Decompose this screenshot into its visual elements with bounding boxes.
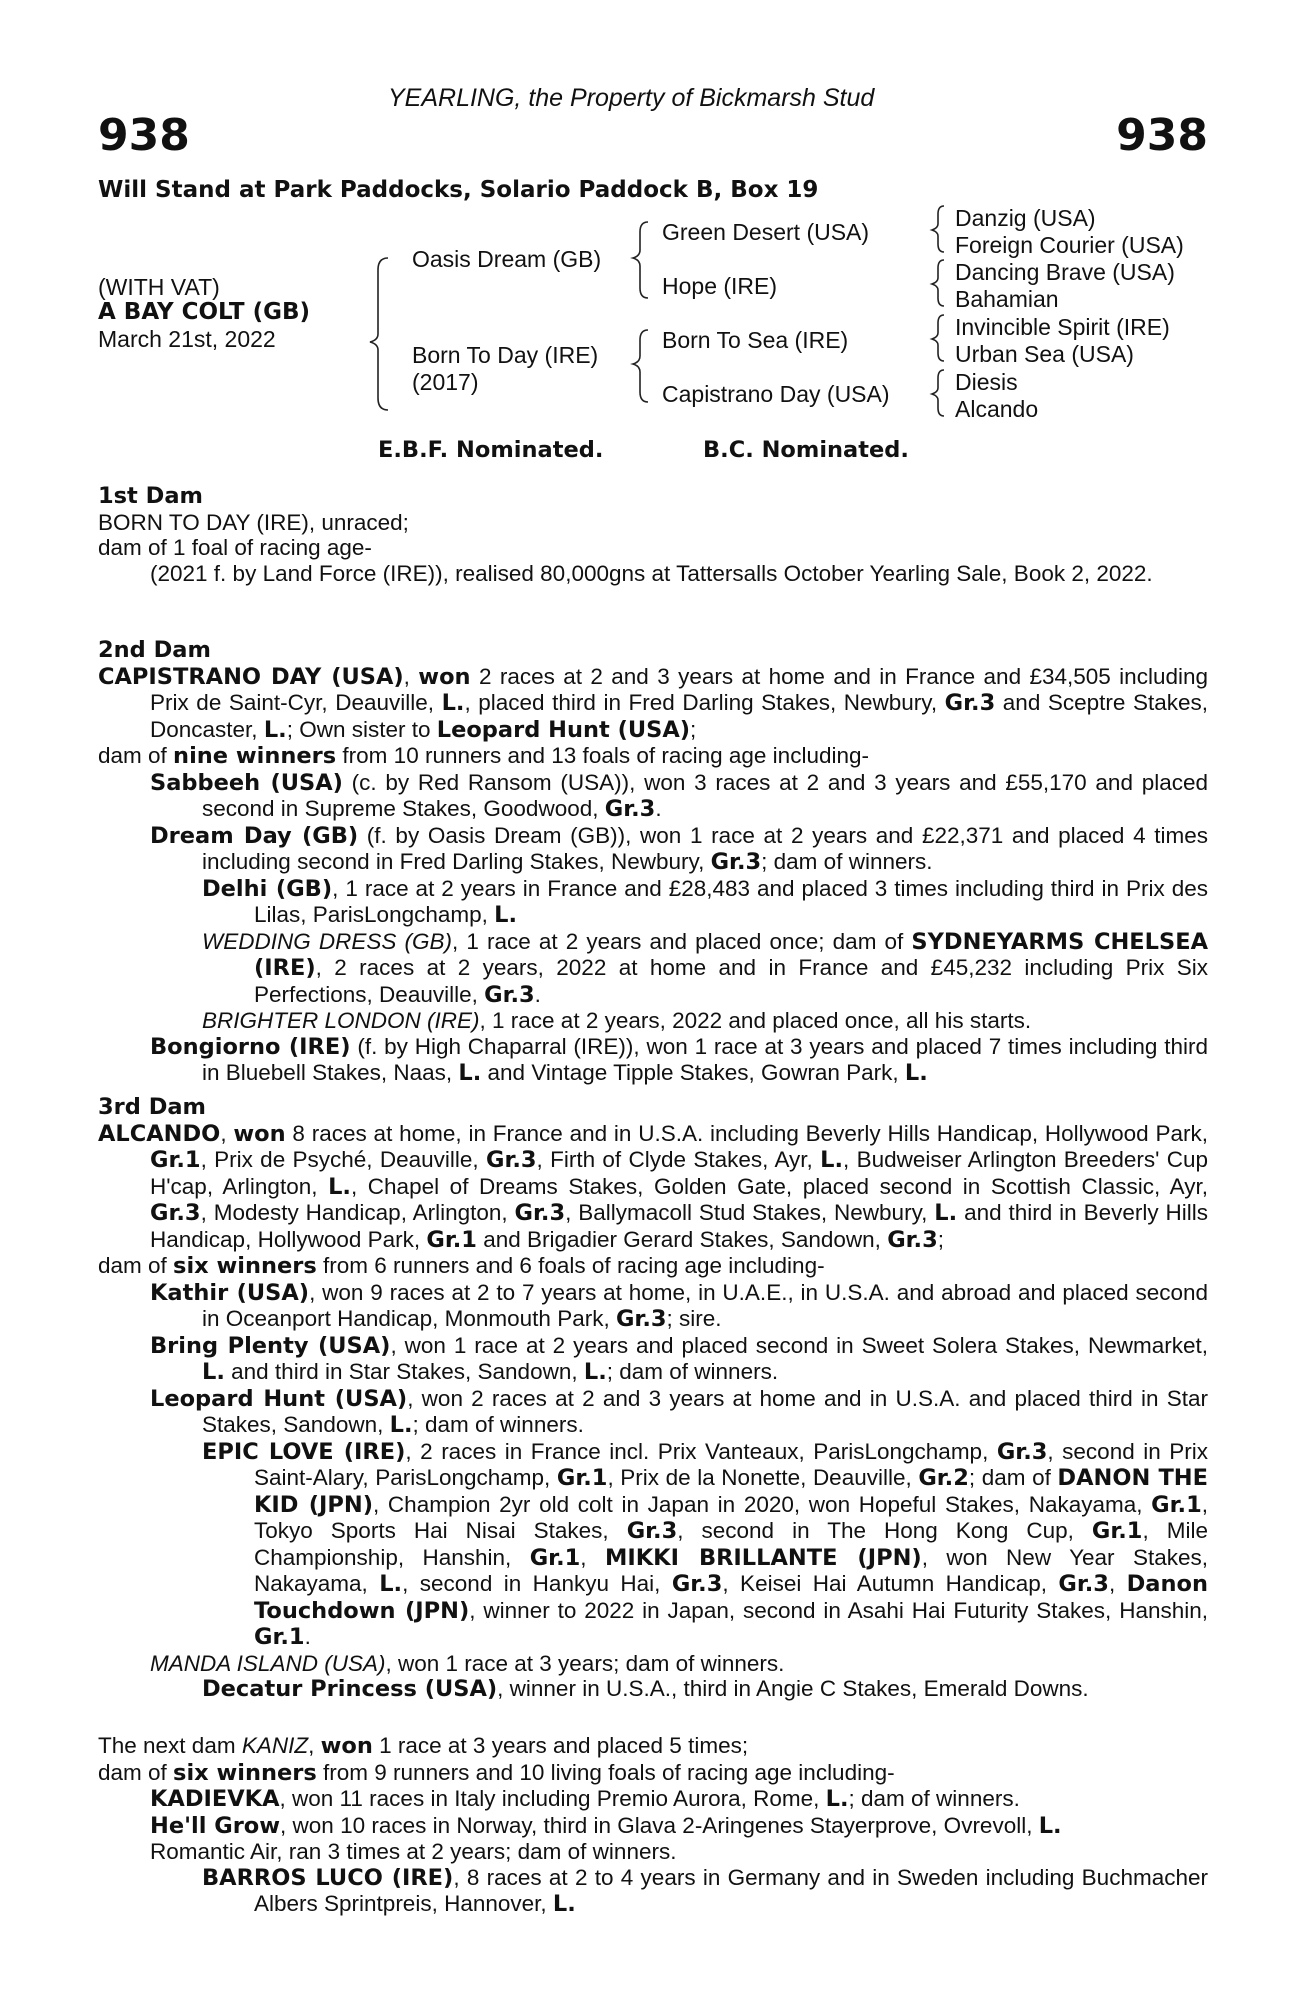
horse-name: A BAY COLT (GB) bbox=[98, 299, 311, 325]
dam-brace bbox=[633, 330, 648, 402]
produce-entry: Delhi (GB), 1 race at 2 years in France and £28,483 and placed 3 times including third in Prix des Lilas, ParisLongchamp, L. bbox=[202, 875, 1209, 928]
dam-name: Born To Day (IRE) bbox=[412, 342, 599, 368]
produce-entry: Kathir (USA), won 9 races at 2 to 7 years at home, in U.A.E., in U.S.A. and abroad and placed second in Oceanport Handicap, Monmouth Park, Gr.3; sire. bbox=[150, 1279, 1209, 1332]
stable-location: Will Stand at Park Paddocks, Solario Paddock B, Box 19 bbox=[98, 177, 819, 203]
dam-sire: Born To Sea (IRE) bbox=[662, 327, 849, 353]
section-title: 1st Dam bbox=[98, 483, 203, 509]
next-dam-section bbox=[98, 1733, 1208, 1918]
produce-entry: Sabbeeh (USA) (c. by Red Ransom (USA)), won 3 races at 2 and 3 years and £55,170 and placed second in Supreme Stakes, Goodwood, Gr.3. bbox=[150, 769, 1208, 822]
catalogue-subtitle: YEARLING, the Property of Bickmarsh Stud bbox=[388, 84, 875, 112]
dam-produce-intro: dam of 1 foal of racing age- bbox=[98, 535, 372, 560]
lot-number-left: 938 bbox=[98, 110, 190, 161]
produce-entry: BRIGHTER LONDON (IRE), 1 race at 2 years, 2022 and placed once, all his starts. bbox=[202, 1008, 1032, 1033]
sire-name: Oasis Dream (GB) bbox=[412, 246, 602, 272]
pedigree-brackets bbox=[0, 0, 1314, 460]
foaling-date: March 21st, 2022 bbox=[98, 326, 276, 352]
dam-produce-intro: dam of six winners from 9 runners and 10 living foals of racing age including- bbox=[98, 1759, 895, 1786]
first-dam-section bbox=[98, 484, 1208, 586]
sire-dam: Hope (IRE) bbox=[662, 273, 778, 299]
produce-entry: Romantic Air, ran 3 times at 2 years; dam of winners. bbox=[150, 1839, 677, 1864]
produce-entry: WEDDING DRESS (GB), 1 race at 2 years and placed once; dam of SYDNEYARMS CHELSEA (IRE), 2 races at 2 years, 2022 at home and in France and £45,232 including Prix Six Perfections, Deauville, Gr.3. bbox=[202, 928, 1208, 1008]
dam-produce-intro: dam of nine winners from 10 runners and 13 foals of racing age including- bbox=[98, 743, 869, 769]
dam-record: CAPISTRANO DAY (USA), won 2 races at 2 and 3 years at home and in France and £34,505 including Prix de Saint-Cyr, Deauville, L., placed third in Fred Darling Stakes, Newbury, Gr.3 and Sceptre Stakes, Doncaster, L.; Own sister to Leopard Hunt (USA); bbox=[98, 663, 1209, 743]
ggs-7: Diesis bbox=[955, 369, 1018, 395]
gs-brace-4 bbox=[932, 370, 944, 416]
ggs-2: Foreign Courier (USA) bbox=[955, 232, 1184, 258]
ggs-5: Invincible Spirit (IRE) bbox=[955, 314, 1170, 340]
produce-entry: He'll Grow, won 10 races in Norway, third in Glava 2-Aringenes Stayerprove, Ovrevoll, L. bbox=[150, 1812, 1062, 1839]
section-title: 3rd Dam bbox=[98, 1094, 206, 1120]
produce-entry: Bring Plenty (USA), won 1 race at 2 years and placed second in Sweet Solera Stakes, Newmarket, L. and third in Star Stakes, Sandown, L.; dam of winners. bbox=[150, 1332, 1209, 1385]
third-dam-section bbox=[98, 1095, 1208, 1703]
produce-entry: MANDA ISLAND (USA), won 1 race at 3 years; dam of winners. bbox=[150, 1650, 785, 1676]
produce-entry: Decatur Princess (USA), winner in U.S.A., third in Angie C Stakes, Emerald Downs. bbox=[202, 1676, 1089, 1702]
main-brace bbox=[370, 258, 388, 410]
section-title: 2nd Dam bbox=[98, 637, 211, 663]
produce-entry: KADIEVKA, won 11 races in Italy including Premio Aurora, Rome, L.; dam of winners. bbox=[150, 1786, 1020, 1812]
dam-record: ALCANDO, won 8 races at home, in France and in U.S.A. including Beverly Hills Handicap, Hollywood Park, Gr.1, Prix de Psyché, Deauville, Gr.3, Firth of Clyde Stakes, Ayr, L., Budweiser Arlington Breeders' Cup H'cap, Arlington, L., Chapel of Dreams Stakes, Golden Gate, placed second in Scottish Classic, Ayr, Gr.3, Modesty Handicap, Arlington, Gr.3, Ballymacoll Stud Stakes, Newbury, L. and third in Beverly Hills Handicap, Hollywood Park, Gr.1 and Brigadier Gerard Stakes, Sandown, Gr.3; bbox=[98, 1120, 1208, 1253]
sire-sire: Green Desert (USA) bbox=[662, 219, 870, 245]
ggs-8: Alcando bbox=[955, 396, 1039, 422]
produce-entry: BARROS LUCO (IRE), 8 races at 2 to 4 years in Germany and in Sweden including Buchmacher Albers Sprintpreis, Hannover, L. bbox=[202, 1864, 1208, 1917]
sire-brace bbox=[633, 222, 648, 298]
dam-year: (2017) bbox=[412, 369, 479, 395]
dam-dam: Capistrano Day (USA) bbox=[662, 381, 890, 407]
dam-record: The next dam KANIZ, won 1 race at 3 years and placed 5 times; bbox=[98, 1733, 749, 1759]
dam-summary: BORN TO DAY (IRE), unraced; bbox=[98, 509, 409, 535]
ggs-1: Danzig (USA) bbox=[955, 205, 1096, 231]
produce-entry: Bongiorno (IRE) (f. by High Chaparral (IRE)), won 1 race at 3 years and placed 7 times including third in Bluebell Stakes, Naas, L. and Vintage Tipple Stakes, Gowran Park, L. bbox=[150, 1033, 1208, 1086]
gs-brace-3 bbox=[932, 315, 944, 361]
ggs-4: Bahamian bbox=[955, 286, 1059, 312]
gs-brace-1 bbox=[932, 206, 944, 252]
produce-entry: Dream Day (GB) (f. by Oasis Dream (GB)), won 1 race at 2 years and £22,371 and placed 4 times including second in Fred Darling Stakes, Newbury, Gr.3; dam of winners. bbox=[150, 822, 1208, 875]
produce-entry: EPIC LOVE (IRE), 2 races in France incl. Prix Vanteaux, ParisLongchamp, Gr.3, second in Prix Saint-Alary, ParisLongchamp, Gr.1, Prix de la Nonette, Deauville, Gr.2; dam of DANON THE KID (JPN), Champion 2yr old colt in Japan in 2020, won Hopeful Stakes, Nakayama, Gr.1, Tokyo Sports Hai Nisai Stakes, Gr.3, second in The Hong Kong Cup, Gr.1, Mile Championship, Hanshin, Gr.1, MIKKI BRILLANTE (JPN), won New Year Stakes, Nakayama, L., second in Hankyu Hai, Gr.3, Keisei Hai Autumn Handicap, Gr.3, Danon Touchdown (JPN), winner to 2022 in Japan, second in Asahi Hai Futurity Stakes, Hanshin, Gr.1. bbox=[202, 1438, 1209, 1650]
bc-nominated: B.C. Nominated. bbox=[703, 437, 909, 463]
ggs-3: Dancing Brave (USA) bbox=[955, 259, 1175, 285]
dam-produce-intro: dam of six winners from 6 runners and 6 foals of racing age including- bbox=[98, 1253, 825, 1279]
produce-entry: (2021 f. by Land Force (IRE)), realised 80,000gns at Tattersalls October Yearling Sale, Book 2, 2022. bbox=[150, 560, 1153, 586]
gs-brace-2 bbox=[932, 260, 944, 306]
second-dam-section bbox=[98, 638, 1208, 1087]
vat-note: (WITH VAT) bbox=[98, 274, 220, 300]
produce-entry: Leopard Hunt (USA), won 2 races at 2 and 3 years at home and in U.S.A. and placed third in Star Stakes, Sandown, L.; dam of winners. bbox=[150, 1385, 1208, 1438]
ggs-6: Urban Sea (USA) bbox=[955, 341, 1134, 367]
lot-number-right: 938 bbox=[1116, 110, 1208, 161]
ebf-nominated: E.B.F. Nominated. bbox=[378, 437, 604, 463]
